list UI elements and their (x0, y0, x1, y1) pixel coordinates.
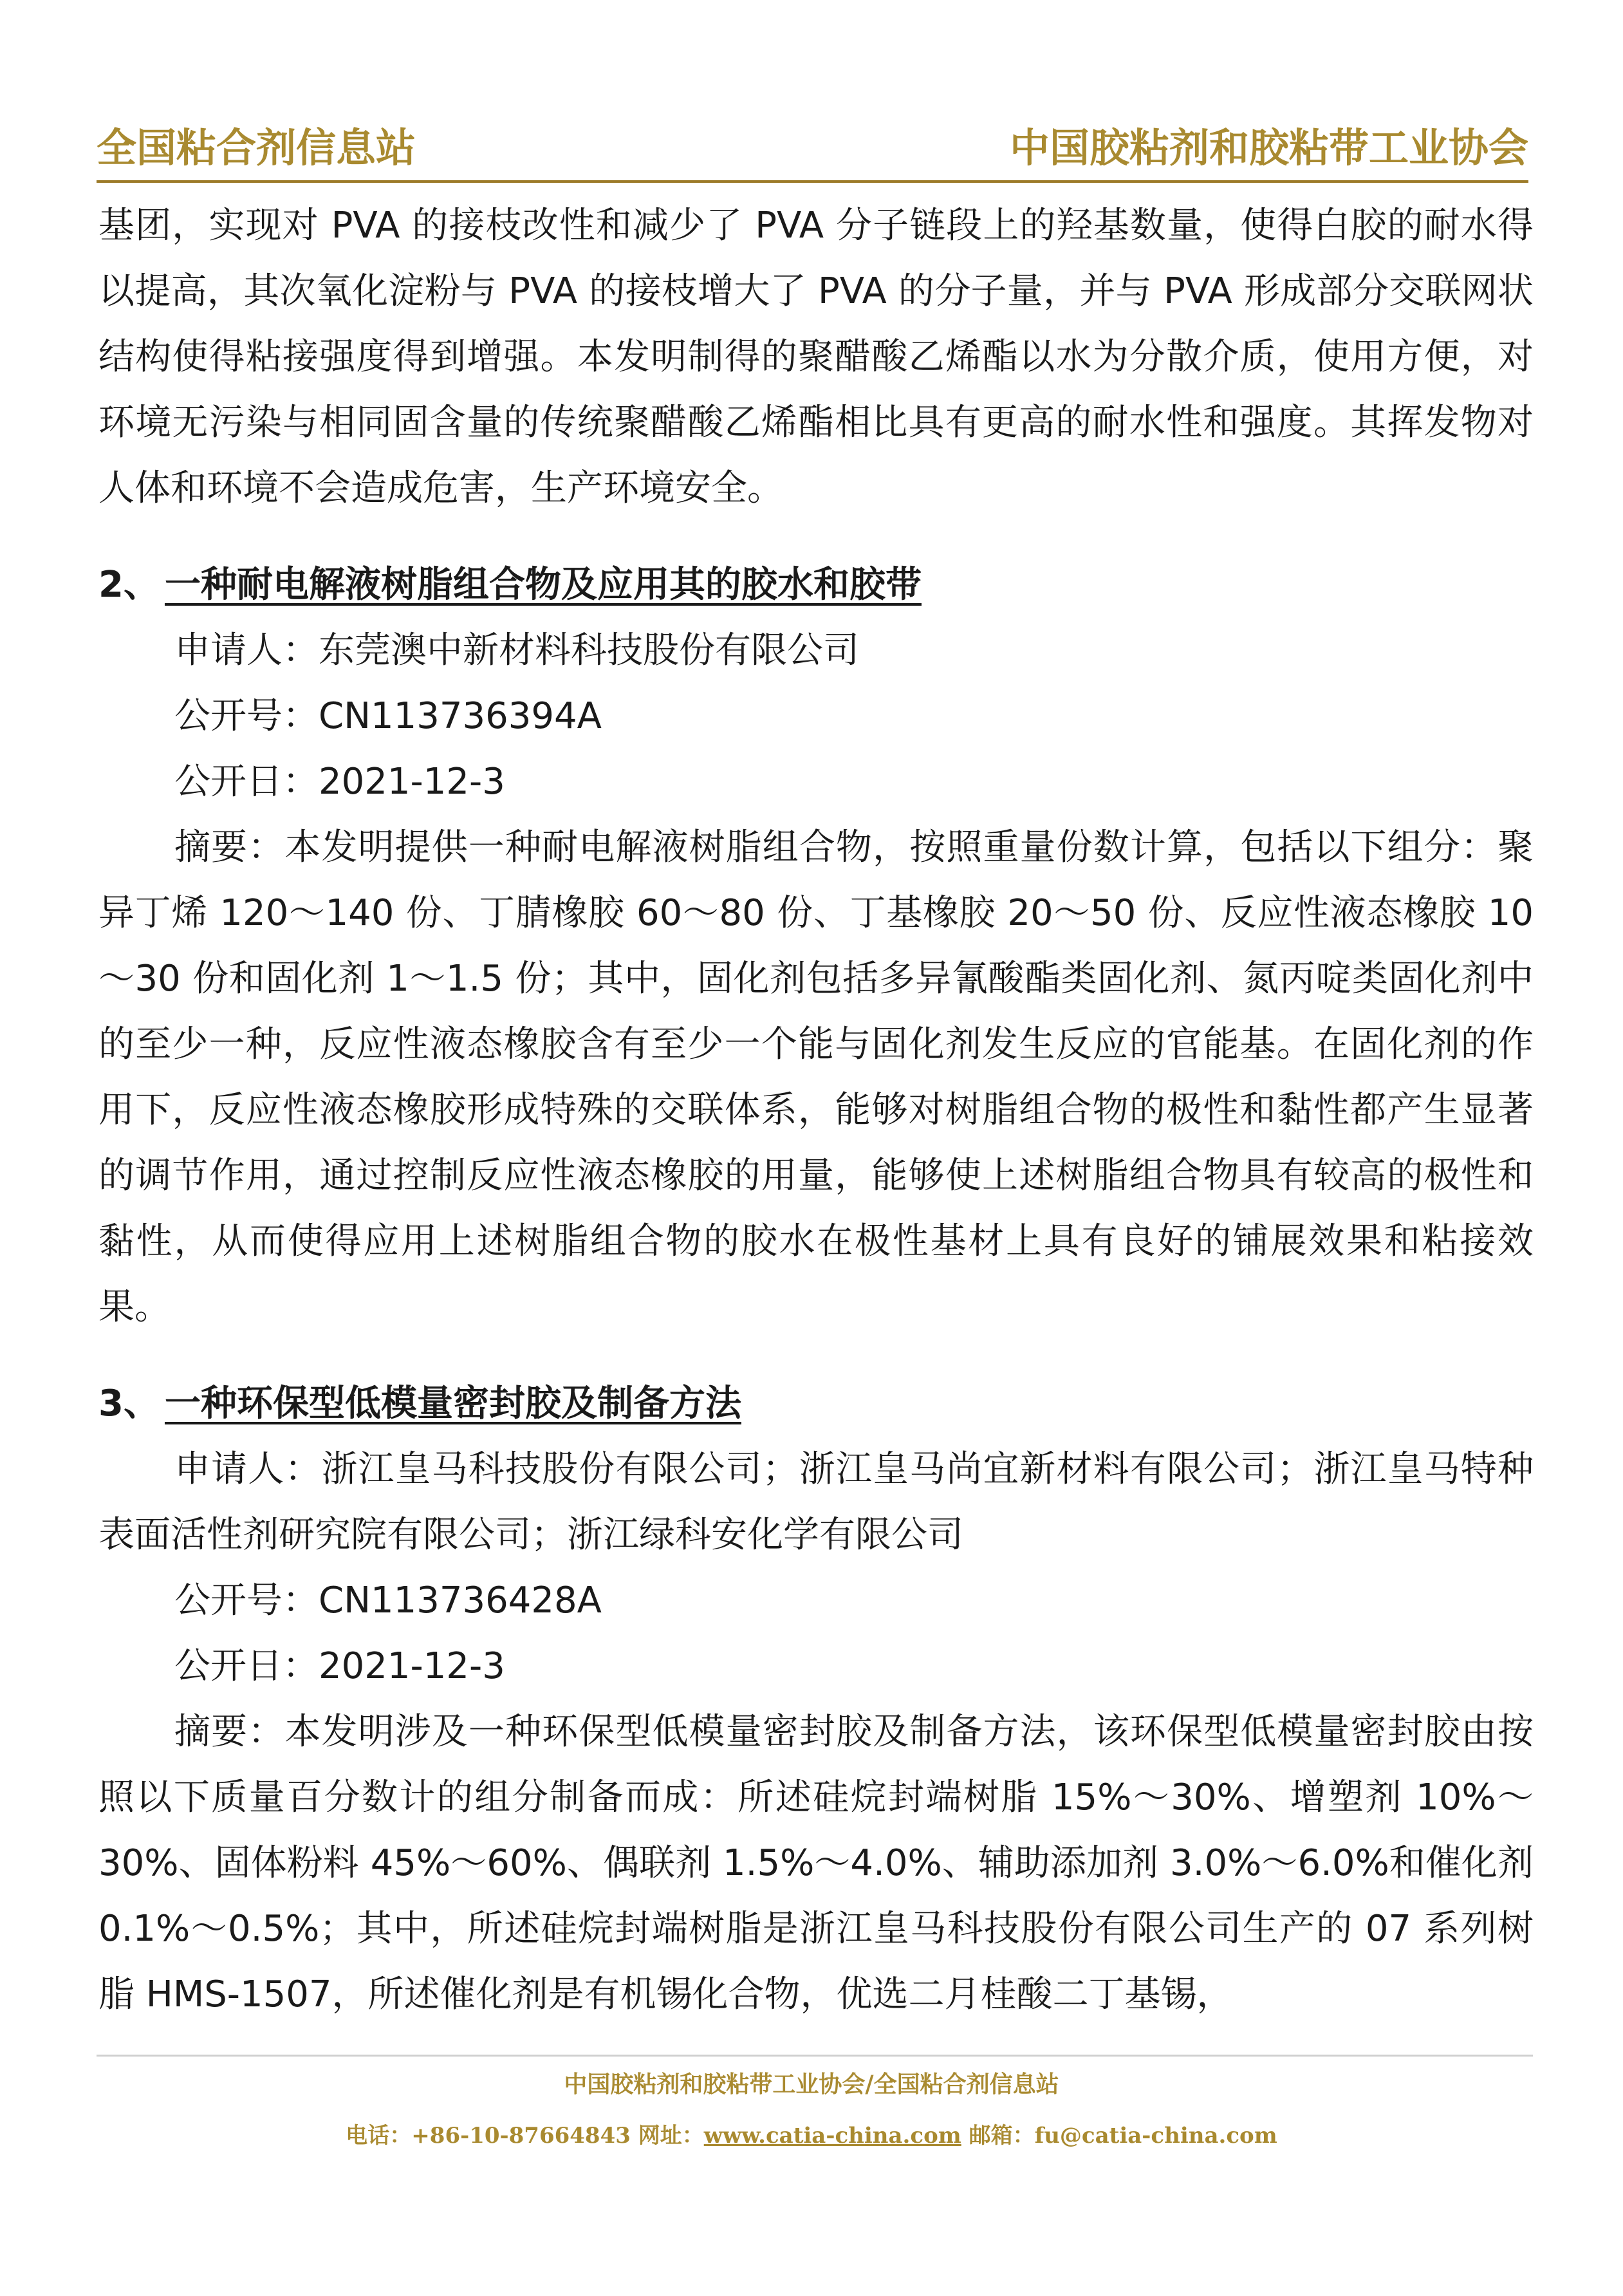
header-association-name: 中国胶粘剂和胶粘带工业协会 (1009, 124, 1528, 171)
header-site-name: 全国粘合剂信息站 (97, 124, 416, 171)
patent-entry-3 (98, 1371, 1534, 2028)
entry-number: 3、 (98, 1383, 160, 1424)
entry-publication-date: 公开日：2021-12-3 (174, 761, 505, 803)
page-header (97, 103, 1528, 183)
entry-applicant: 申请人：浙江皇马科技股份有限公司；浙江皇马尚宜新材料有限公司；浙江皇马特种表面活性剂研究院有限公司；浙江绿科安化学有限公司 (98, 1448, 1534, 1556)
entry-number: 2、 (98, 564, 160, 606)
entry-publication-number: 公开号：CN113736428A (174, 1580, 602, 1621)
footer-phone: 电话：+86-10-87664843 网址： (346, 2123, 704, 2149)
footer-organization: 中国胶粘剂和胶粘带工业协会/全国粘合剂信息站 (564, 2071, 1059, 2098)
footer-divider (97, 2055, 1533, 2057)
entry-heading (98, 1371, 1534, 1437)
entry-publication-number: 公开号：CN113736394A (174, 695, 602, 737)
patent-entry-2 (98, 552, 1534, 1340)
document-body (98, 193, 1534, 2028)
entry-title: 一种耐电解液树脂组合物及应用其的胶水和胶带 (164, 564, 922, 606)
entry-heading (98, 552, 1534, 618)
footer-website-link[interactable]: www.catia-china.com (703, 2123, 961, 2149)
entry-abstract: 摘要：本发明涉及一种环保型低模量密封胶及制备方法，该环保型低模量密封胶由按照以下质量百分数计的组分制备而成：所述硅烷封端树脂 15%～30%、增塑剂 10%～30%、固体粉料 45%～60%、偶联剂 1.5%～4.0%、辅助添加剂 3.0%～6.0%和催化剂 0.1%～0.5%；其中，所述硅烷封端树脂是浙江皇马科技股份有限公司生产的 07 系列树脂 HMS-1507，所述催化剂是有机锡化合物，优选二月桂酸二丁基锡， (98, 1711, 1534, 2015)
entry-title: 一种环保型低模量密封胶及制备方法 (164, 1383, 741, 1424)
entry-publication-date: 公开日：2021-12-3 (174, 1645, 505, 1687)
entry-abstract: 摘要：本发明提供一种耐电解液树脂组合物，按照重量份数计算，包括以下组分：聚异丁烯 120～140 份、丁腈橡胶 60～80 份、丁基橡胶 20～50 份、反应性液态橡胶 10～30 份和固化剂 1～1.5 份；其中，固化剂包括多异氰酸酯类固化剂、氮丙啶类固化剂中的至少一种，反应性液态橡胶含有至少一个能与固化剂发生反应的官能基。在固化剂的作用下，反应性液态橡胶形成特殊的交联体系，能够对树脂组合物的极性和黏性都产生显著的调节作用，通过控制反应性液态橡胶的用量，能够使上述树脂组合物具有较高的极性和黏性，从而使得应用上述树脂组合物的胶水在极性基材上具有良好的铺展效果和粘接效果。 (98, 826, 1534, 1328)
intro-paragraph: 基团，实现对 PVA 的接枝改性和减少了 PVA 分子链段上的羟基数量，使得白胶的耐水得以提高，其次氧化淀粉与 PVA 的接枝增大了 PVA 的分子量，并与 PVA 形成部分交联网状结构使得粘接强度得到增强。本发明制得的聚醋酸乙烯酯以水为分散介质，使用方便，对环境无污染与相同固含量的传统聚醋酸乙烯酯相比具有更高的耐水性和强度。其挥发物对人体和环境不会造成危害，生产环境安全。 (98, 205, 1534, 509)
footer-email: 邮箱：fu@catia-china.com (961, 2123, 1277, 2149)
entry-applicant: 申请人：东莞澳中新材料科技股份有限公司 (174, 630, 859, 671)
footer-contact (0, 2118, 1623, 2149)
